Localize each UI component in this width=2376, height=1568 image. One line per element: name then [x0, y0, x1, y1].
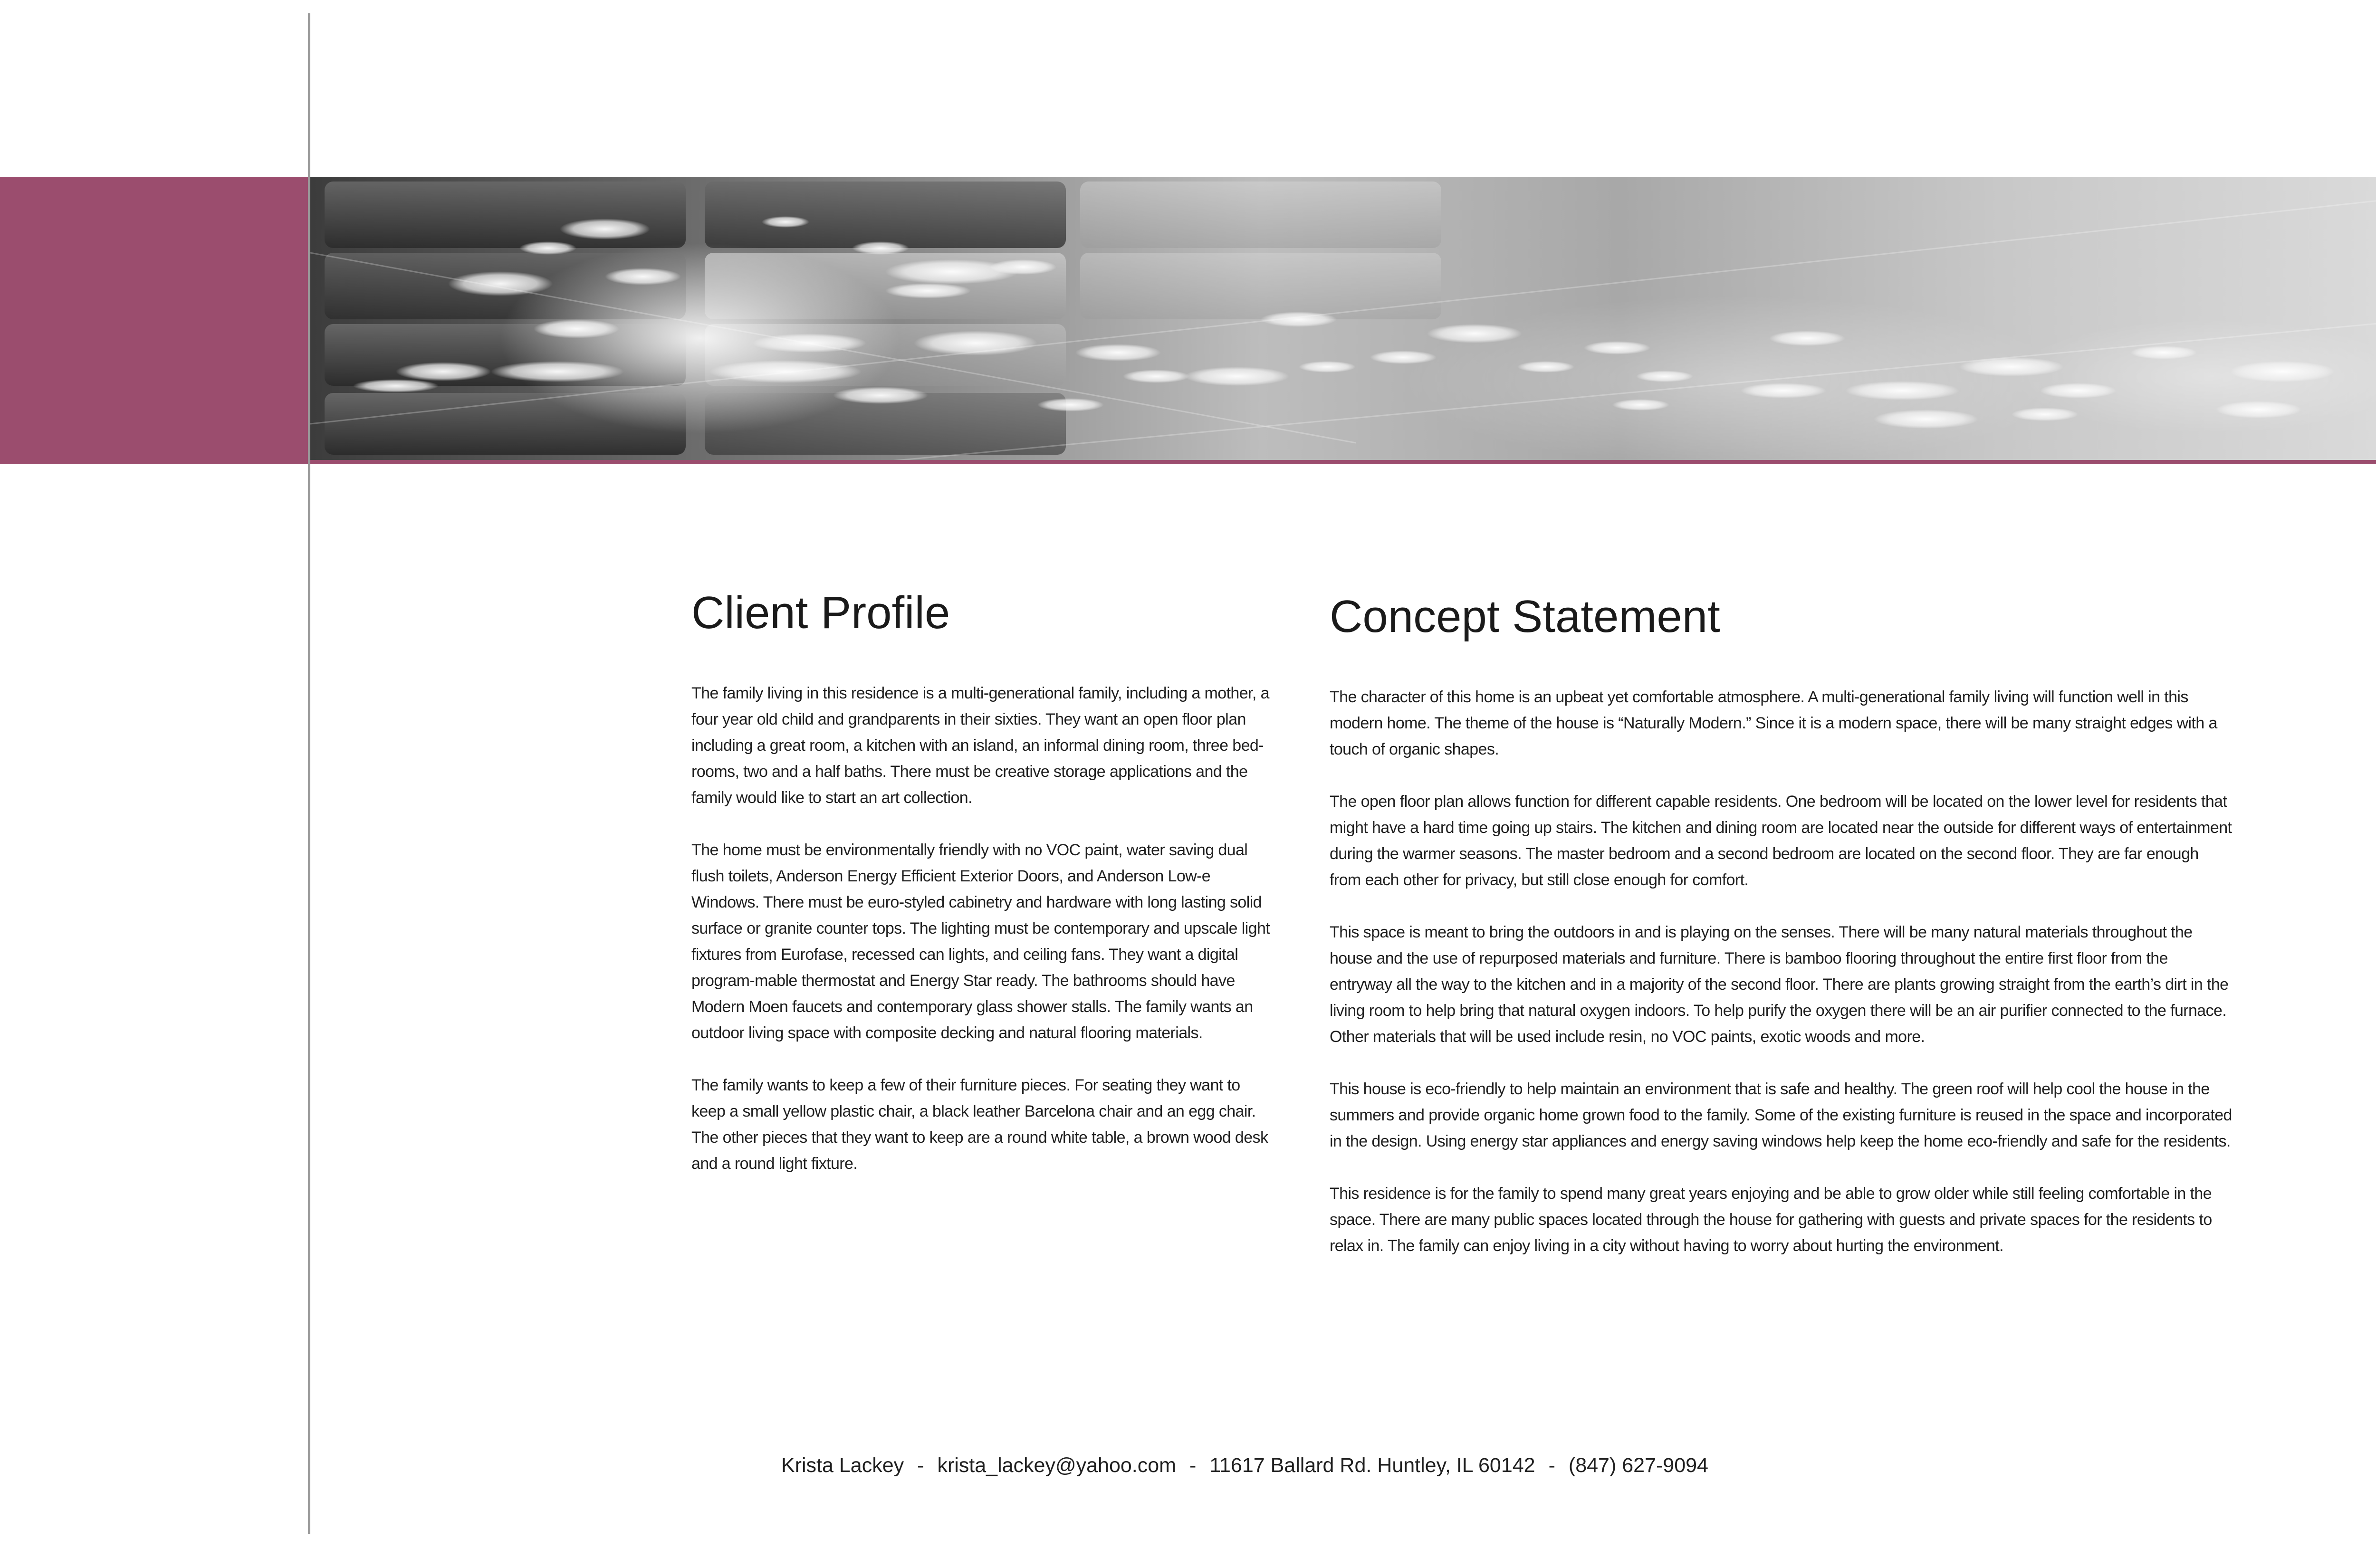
client-profile-paragraph: The family wants to keep a few of their furniture pieces. For seating they want to keep a small yellow plastic chair, a black leather Barcelona chair and an egg chair. The other pieces that they want to keep are a round white table, a brown wood desk and a round light fixture.	[691, 1076, 1268, 1173]
footer-address: 11617 Ballard Rd. Huntley, IL 60142	[1209, 1454, 1535, 1477]
concept-statement-paragraph: The open floor plan allows function for different capable residents. One bedroom will be located on the lower level for residents that might have a hard time going up stairs. The kitchen and dining room are located near the outside for different ways of entertainment during the warmer seasons. The master bedroom and a second bedroom are located on the second floor. They are far enough from each other for privacy, but still close enough for comfort.	[1330, 793, 2232, 889]
concept-statement-paragraph: This residence is for the family to spend many great years enjoying and be able to grow older while still feeling comfortable in the space. There are many public spaces located through the house for gathering with guests and private spaces for the residents to relax in. The family can enjoy living in a city without having to worry about hurting the environment.	[1330, 1185, 2212, 1255]
footer-separator: -	[1189, 1454, 1197, 1477]
concept-statement-paragraph: The character of this home is an upbeat yet comfortable atmosphere. A multi-generational family living will function well in this modern home. The theme of the house is “Naturally Modern.” Since it is a modern space, there will be many straight edges with a touch of organic shapes.	[1330, 688, 2217, 758]
concept-statement-paragraph: This space is meant to bring the outdoors in and is playing on the senses. There will be many natural materials throughout the house and the use of repurposed materials and furniture. There is bamboo flooring throughout the entire first floor from the entryway all the way to the kitchen and in a majority of the second floor. There are plants growing straight from the earth’s dirt in the living room to help bring that natural oxygen indoors. To help purify the oxygen there will be an air purifier connected to the furnace. Other materials that will be used include resin, no VOC paints, exotic woods and more.	[1330, 923, 2229, 1046]
client-profile-paragraph: The home must be environmentally friendly with no VOC paint, water saving dual flush toilets, Anderson Energy Efficient Exterior Doors, and Anderson Low-e Windows. There must be euro-styled cabinetry and hardware with long lasting solid surface or granite counter tops. The lighting must be contemporary and upscale light fixtures from Eurofase, recessed can lights, and ceiling fans. They want a digital program-mable thermostat and Energy Star ready. The bathrooms should have Modern Moen faucets and contemporary glass shower stalls. The family wants an outdoor living space with composite decking and natural flooring materials.	[691, 841, 1270, 1042]
banner-tile	[1080, 253, 1441, 319]
concept-statement-body	[1330, 684, 2232, 1259]
footer-separator: -	[1548, 1454, 1555, 1477]
banner-tile	[705, 182, 1066, 248]
header-banner-image	[310, 177, 2376, 462]
banner-graphic	[310, 177, 2376, 462]
banner-tile	[325, 182, 686, 248]
footer-phone: (847) 627-9094	[1568, 1454, 1708, 1477]
accent-color-block	[0, 177, 308, 464]
concept-statement-heading: Concept Statement	[1330, 591, 1720, 642]
client-profile-heading: Client Profile	[691, 587, 950, 638]
banner-underline	[310, 460, 2376, 464]
client-profile-paragraph: The family living in this residence is a multi-generational family, including a mother, a four year old child and grandparents in their sixties. They want an open floor plan including a great room, a kitchen with an island, an informal dining room, three bed-rooms, two and a half baths. There must be creative storage applications and the family would like to start an art collection.	[691, 684, 1269, 807]
footer-contact-line	[781, 1454, 1708, 1477]
footer-email[interactable]: krista_lackey@yahoo.com	[937, 1454, 1176, 1477]
client-profile-body	[691, 680, 1276, 1177]
footer-name: Krista Lackey	[781, 1454, 904, 1477]
footer-separator: -	[917, 1454, 924, 1477]
banner-glow	[1403, 296, 2069, 462]
banner-tile	[1080, 182, 1441, 248]
concept-statement-paragraph: This house is eco-friendly to help maintain an environment that is safe and healthy. The green roof will help cool the house in the summers and provide organic home grown food to the family. Some of the existing furniture is reused in the space and incorporated in the design. Using energy star appliances and energy saving windows help keep the home eco-friendly and safe for the residents.	[1330, 1080, 2232, 1150]
